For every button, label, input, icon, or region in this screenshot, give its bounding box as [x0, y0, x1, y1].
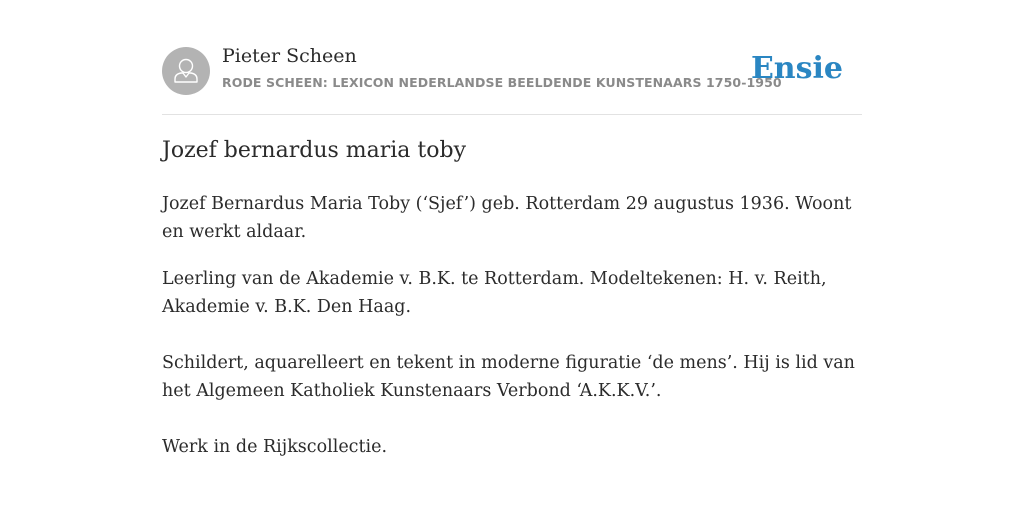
brand-logo[interactable]: Ensie: [750, 51, 843, 86]
paragraph: Schildert, aquarelleert en tekent in moderne figuratie ‘de mens’. Hij is lid van het Algemeen Katholiek Kunstenaars Verbond ‘A.K.K.V.’.: [162, 353, 855, 401]
article-title: Jozef bernardus maria toby: [162, 138, 467, 163]
article-body: [162, 190, 867, 461]
paragraph: Jozef Bernardus Maria Toby (‘Sjef’) geb. Rotterdam 29 augustus 1936. Woont en werkt aldaar.: [162, 194, 852, 242]
source-title[interactable]: RODE SCHEEN: LEXICON NEDERLANDSE BEELDENDE KUNSTENAARS 1750-1950: [222, 75, 782, 90]
paragraph: Leerling van de Akademie v. B.K. te Rotterdam. Modeltekenen: H. v. Reith, Akademie v. B.K. Den Haag.: [162, 269, 827, 317]
article-header: [162, 44, 862, 115]
author-name[interactable]: Pieter Scheen: [222, 45, 357, 67]
paragraph: Werk in de Rijkscollectie.: [162, 437, 388, 457]
user-icon: [162, 47, 210, 95]
author-avatar[interactable]: [162, 47, 210, 95]
